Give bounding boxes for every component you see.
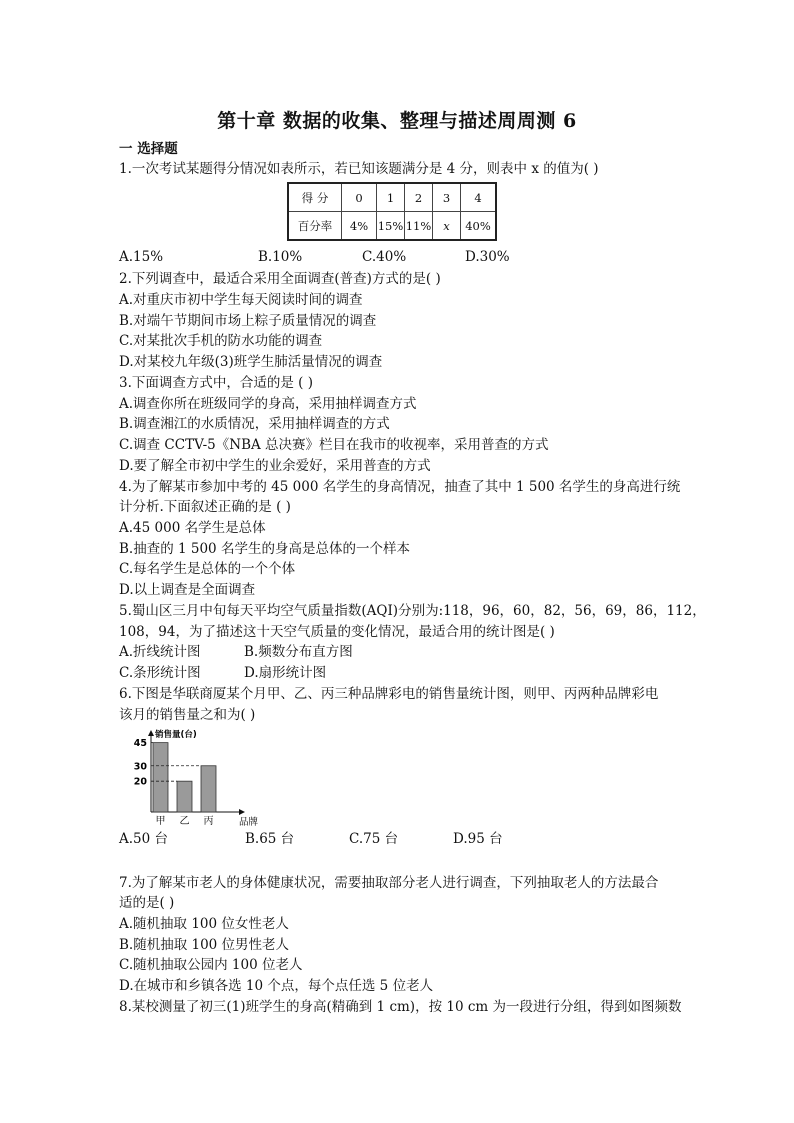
table-cell: 得 分 — [288, 183, 342, 212]
q7-option-b: B.随机抽取 100 位男性老人 — [119, 937, 290, 953]
option-c: C.40% — [362, 249, 407, 265]
q3-option-b: B.调查湘江的水质情况，采用抽样调查的方式 — [119, 416, 390, 432]
q4-option-c: C.每名学生是总体的一个个体 — [119, 561, 296, 577]
table-row — [288, 212, 496, 241]
option-d: D.扇形统计图 — [244, 665, 327, 681]
q1-stem: 1.一次考试某题得分情况如表所示，若已知该题满分是 4 分，则表中 x 的值为( ) — [119, 161, 599, 177]
sales-bar-chart — [119, 726, 259, 830]
table-cell: 11% — [405, 212, 433, 241]
x-axis-label: 品牌 — [239, 817, 259, 828]
q5-stem-line2: 108，94，为了描述这十天空气质量的变化情况，最适合用的统计图是( ) — [119, 624, 555, 640]
table-row — [288, 183, 496, 212]
q2-option-b: B.对端午节期间市场上粽子质量情况的调查 — [119, 313, 377, 329]
q2-option-c: C.对某批次手机的防水功能的调查 — [119, 333, 323, 349]
q1-options — [119, 248, 510, 266]
q6-stem-line2: 该月的销售量之和为( ) — [119, 707, 256, 723]
bar-甲 — [153, 743, 168, 812]
option-a: A.15% — [119, 249, 164, 265]
q7-option-c: C.随机抽取公园内 100 位老人 — [119, 957, 303, 973]
q8-stem: 8.某校测量了初三(1)班学生的身高(精确到 1 cm)，按 10 cm 为一段进行分组，得到如图频数 — [119, 999, 682, 1015]
table-cell: 40% — [461, 212, 497, 241]
y-tick-label: 30 — [133, 761, 147, 773]
x-axis-arrow — [239, 809, 245, 815]
table-cell: 1 — [377, 183, 405, 212]
q4-stem-line2: 计分析.下面叙述正确的是 ( ) — [119, 499, 291, 515]
q6-options — [119, 830, 503, 848]
q6-stem-line1: 6.下图是华联商厦某个月甲、乙、丙三种品牌彩电的销售量统计图，则甲、丙两种品牌彩电 — [119, 686, 659, 702]
q7-option-d: D.在城市和乡镇各选 10 个点，每个点任选 5 位老人 — [119, 978, 434, 994]
bar-丙 — [201, 766, 216, 812]
q5-options-row1 — [119, 643, 353, 661]
q2-option-d: D.对某校九年级(3)班学生肺活量情况的调查 — [119, 354, 383, 370]
q4-stem-line1: 4.为了解某市参加中考的 45 000 名学生的身高情况，抽查了其中 1 500 名学生的身高进行统 — [119, 479, 681, 495]
q7-stem-line2: 适的是( ) — [119, 895, 175, 911]
q4-option-b: B.抽查的 1 500 名学生的身高是总体的一个样本 — [119, 541, 410, 557]
y-tick-label: 45 — [133, 738, 147, 750]
q5-options-row2 — [119, 664, 326, 682]
q4-option-a: A.45 000 名学生是总体 — [119, 520, 266, 536]
q4-option-d: D.以上调查是全面调查 — [119, 582, 256, 598]
q2-stem: 2.下列调查中，最适合采用全面调查(普查)方式的是( ) — [119, 271, 441, 287]
q7-stem-line1: 7.为了解某市老人的身体健康状况，需要抽取部分老人进行调查，下列抽取老人的方法最合 — [119, 875, 659, 891]
category-label: 丙 — [203, 816, 214, 827]
y-tick-label: 20 — [133, 776, 147, 788]
category-label: 甲 — [155, 816, 166, 827]
y-axis-label: 销售量(台) — [155, 730, 197, 740]
table-cell: 百分率 — [288, 212, 342, 241]
section-heading: 一 选择题 — [119, 141, 178, 157]
category-label: 乙 — [179, 816, 190, 827]
q3-stem: 3.下面调查方式中，合适的是 ( ) — [119, 375, 313, 391]
table-cell: x — [433, 212, 461, 241]
page-title: 第十章 数据的收集、整理与描述周周测 6 — [217, 110, 577, 132]
table-cell: 4% — [342, 212, 377, 241]
table-cell: 3 — [433, 183, 461, 212]
option-d: D.95 台 — [453, 831, 503, 847]
q7-option-a: A.随机抽取 100 位女性老人 — [119, 916, 289, 932]
bar-乙 — [177, 781, 192, 812]
q5-stem-line1: 5.蜀山区三月中旬每天平均空气质量指数(AQI)分别为:118，96，60，82，56，69，86，112， — [119, 603, 706, 619]
option-a: A.50 台 — [119, 831, 169, 847]
option-c: C.75 台 — [349, 831, 399, 847]
table-cell: 4 — [461, 183, 497, 212]
option-b: B.65 台 — [245, 831, 295, 847]
option-a: A.折线统计图 — [119, 644, 201, 660]
q3-option-c: C.调查 CCTV-5《NBA 总决赛》栏目在我市的收视率，采用普查的方式 — [119, 437, 549, 453]
q3-option-a: A.调查你所在班级同学的身高，采用抽样调查方式 — [119, 396, 417, 412]
option-b: B.10% — [258, 249, 303, 265]
option-c: C.条形统计图 — [119, 665, 201, 681]
table-cell: 0 — [342, 183, 377, 212]
q3-option-d: D.要了解全市初中学生的业余爱好，采用普查的方式 — [119, 458, 431, 474]
y-axis-arrow — [148, 730, 154, 736]
option-d: D.30% — [465, 249, 510, 265]
score-table — [287, 182, 497, 241]
table-cell: 15% — [377, 212, 405, 241]
option-b: B.频数分布直方图 — [244, 644, 353, 660]
table-cell: 2 — [405, 183, 433, 212]
q2-option-a: A.对重庆市初中学生每天阅读时间的调查 — [119, 292, 363, 308]
